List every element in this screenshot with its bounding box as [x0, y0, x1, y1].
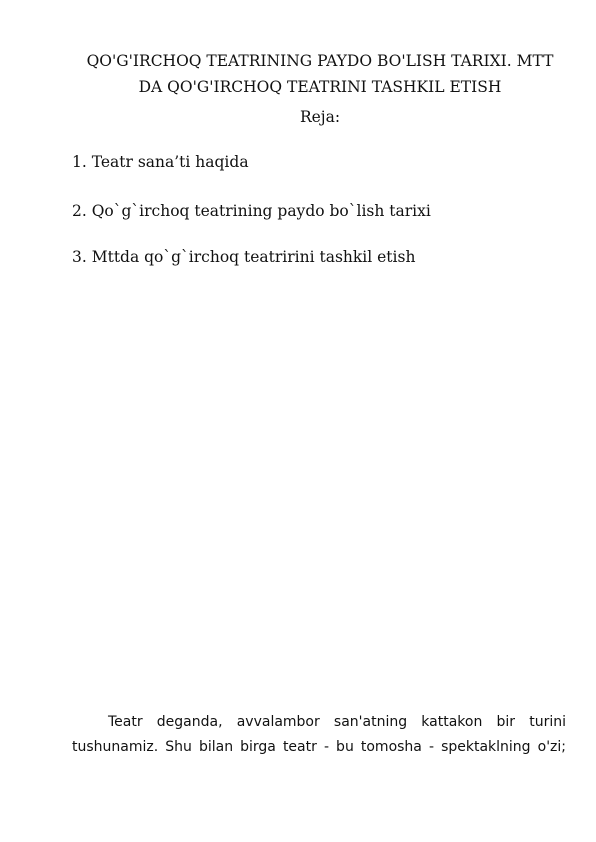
- document-title-line-1: QO'G'IRCHOQ TEATRINING PAYDO BO'LISH TARIXI. MTT: [86, 52, 554, 70]
- plan-item-1: 1. Teatr sana’ti haqida: [72, 153, 249, 171]
- body-line-1: Teatr deganda, avvalambor san'atning kattakon bir turini: [108, 714, 566, 730]
- plan-item-2: 2. Qo`g`irchoq teatrining paydo bo`lish tarixi: [72, 202, 431, 220]
- body-paragraph: [72, 710, 566, 760]
- body-line-2: tushunamiz. Shu bilan birga teatr - bu tomosha - spektaklning o'zi;: [72, 739, 566, 755]
- document-title-line-2: DA QO'G'IRCHOQ TEATRINI TASHKIL ETISH: [138, 78, 502, 96]
- plan-item-3: 3. Mttda qo`g`irchoq teatririni tashkil etish: [72, 248, 416, 266]
- plan-heading: Reja:: [299, 108, 341, 126]
